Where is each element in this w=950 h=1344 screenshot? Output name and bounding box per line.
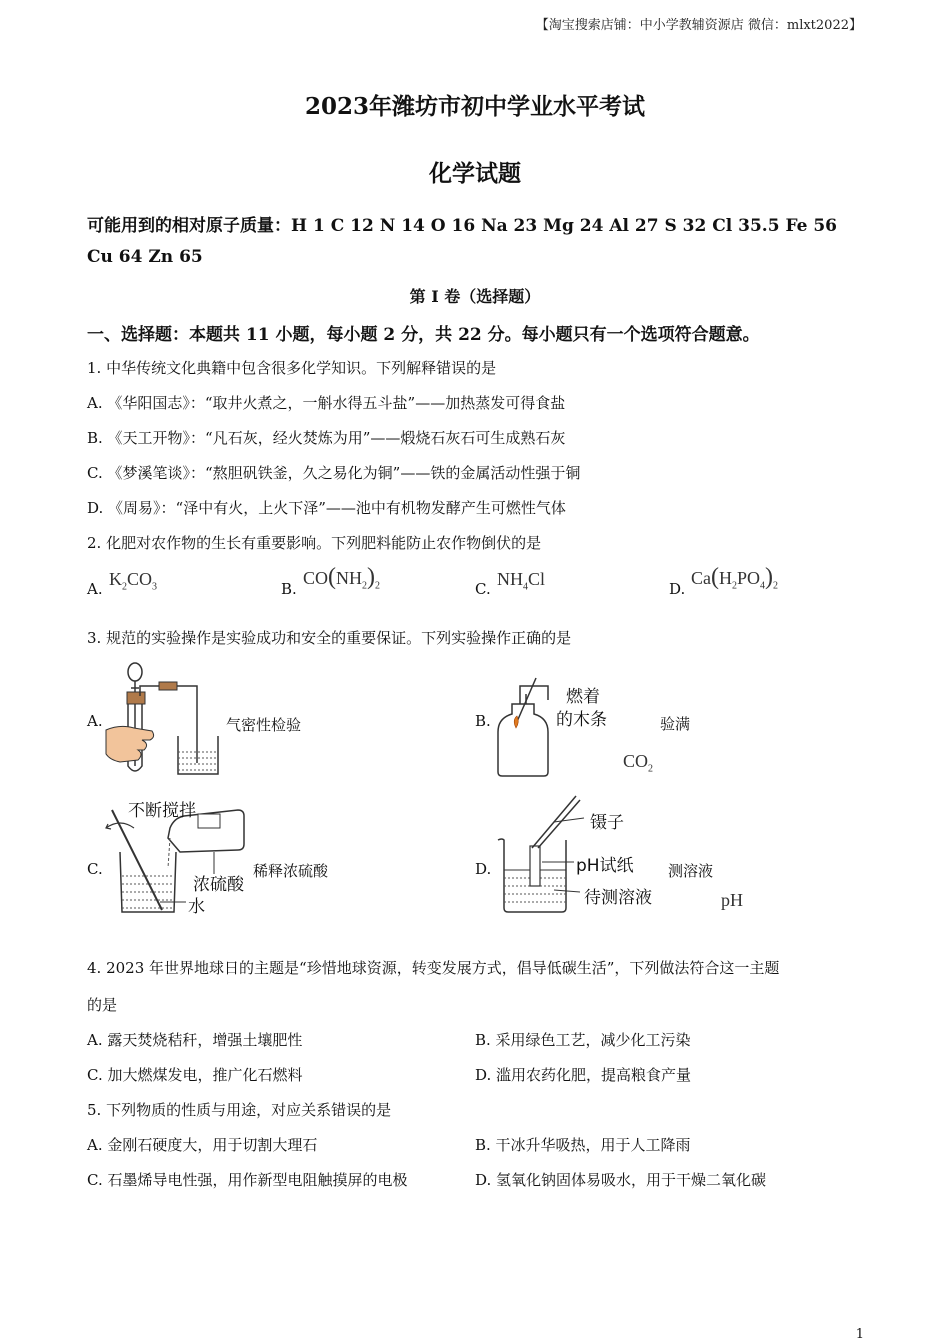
q3-caption-b: 验满 — [660, 715, 691, 733]
q3-caption-c: 稀释浓硫酸 — [253, 862, 329, 880]
q2-label-b: B. — [281, 580, 297, 598]
q1-option-a: A. 《华阳国志》：“取井火煮之，一斛水得五斗盐”——加热蒸发可得食盐 — [87, 394, 566, 412]
q3-caption-b-formula: $CO_2$ — [623, 751, 654, 775]
q3-c-label-water: 水 — [188, 897, 205, 917]
q2-formula-c: $NH_4Cl$ — [497, 569, 546, 593]
q3-caption-a: 气密性检验 — [226, 716, 302, 734]
q4-option-b: B. 采用绿色工艺，减少化工污染 — [475, 1031, 691, 1049]
q4-option-c: C. 加大燃煤发电，推广化石燃料 — [87, 1066, 303, 1084]
q3-label-d: D. — [475, 860, 492, 878]
atomic-masses-line2: Cu 64 Zn 65 — [87, 247, 203, 267]
q1-option-b: B. 《天工开物》：“凡石灰，经火焚炼为用”——煅烧石灰石可生成熟石灰 — [87, 429, 566, 447]
q2-label-d: D. — [669, 580, 686, 598]
q1-option-d: D. 《周易》：“泽中有火，上火下泽”——池中有机物发酵产生可燃性气体 — [87, 499, 566, 517]
page-number: 1 — [855, 1327, 864, 1342]
exam-title: 2023年潍坊市初中学业水平考试 — [304, 93, 645, 120]
q2-formula-d: $Ca(H_2PO_4)_2$ — [691, 564, 779, 592]
atomic-masses-line1: 可能用到的相对原子质量：H 1 C 12 N 14 O 16 Na 23 Mg 24 Al 27 S 32 Cl 35.5 Fe 56 — [87, 216, 838, 236]
q3-stem: 3. 规范的实验操作是实验成功和安全的重要保证。下列实验操作正确的是 — [87, 629, 572, 647]
q3-c-label-acid: 浓硫酸 — [193, 875, 244, 895]
q2-formula-b: $CO(NH_2)_2$ — [303, 564, 381, 592]
q3-d-label-tweezers: 镊子 — [590, 813, 624, 833]
q2-label-c: C. — [475, 580, 491, 598]
q3-b-label-burning: 燃着 — [566, 687, 600, 707]
q2-formula-a: $K_2CO_3$ — [109, 569, 158, 593]
part1-heading: 一、选择题：本题共 11 小题，每小题 2 分，共 22 分。每小题只有一个选项符合题意。 — [87, 325, 760, 345]
q3-d-label-solution: 待测溶液 — [584, 888, 652, 908]
q3-d-label-paper: pH试纸 — [576, 856, 634, 876]
q5-option-b: B. 干冰升华吸热，用于人工降雨 — [475, 1136, 691, 1154]
q3-caption-b-text: CO — [623, 751, 649, 771]
q5-option-d: D. 氢氧化钠固体易吸水，用于干燥二氧化碳 — [475, 1171, 767, 1189]
q3-label-c: C. — [87, 860, 103, 878]
q5-option-c: C. 石墨烯导电性强，用作新型电阻触摸屏的电极 — [87, 1171, 408, 1189]
q3-caption-d-ph: pH — [721, 890, 743, 910]
q4-stem-line1: 4. 2023 年世界地球日的主题是“珍惜地球资源，转变发展方式，倡导低碳生活”，下列做法符合这一主题 — [87, 959, 780, 977]
q3-label-b: B. — [475, 712, 491, 730]
q1-stem: 1. 中华传统文化典籍中包含很多化学知识。下列解释错误的是 — [87, 359, 497, 377]
exam-subtitle: 化学试题 — [429, 160, 521, 187]
q2-stem: 2. 化肥对农作物的生长有重要影响。下列肥料能防止农作物倒伏的是 — [87, 534, 542, 552]
q3-caption-d: 测溶液 — [668, 862, 714, 880]
q5-option-a: A. 金刚石硬度大，用于切割大理石 — [87, 1136, 318, 1154]
q3-b-label-stick: 的木条 — [556, 710, 607, 730]
q2-label-a: A. — [87, 580, 103, 598]
q5-stem: 5. 下列物质的性质与用途，对应关系错误的是 — [87, 1101, 392, 1119]
q1-option-c: C. 《梦溪笔谈》：“熬胆矾铁釜，久之易化为铜”——铁的金属活动性强于铜 — [87, 464, 581, 482]
q4-option-d: D. 滥用农药化肥，提高粮食产量 — [475, 1066, 692, 1084]
header-note: 【淘宝搜索店铺：中小学教辅资源店 微信：mlxt2022】 — [535, 18, 862, 33]
airtightness-apparatus-diagram — [104, 658, 224, 780]
section-title: 第 I 卷（选择题） — [409, 287, 541, 306]
ph-test-diagram — [494, 792, 586, 916]
co2-collection-bottle-diagram — [492, 676, 562, 780]
q4-option-a: A. 露天焚烧秸秆，增强土壤肥性 — [87, 1031, 303, 1049]
q3-c-label-stir: 不断搅拌 — [128, 801, 196, 821]
q4-stem-line2: 的是 — [87, 996, 118, 1014]
q3-label-a: A. — [87, 712, 103, 730]
